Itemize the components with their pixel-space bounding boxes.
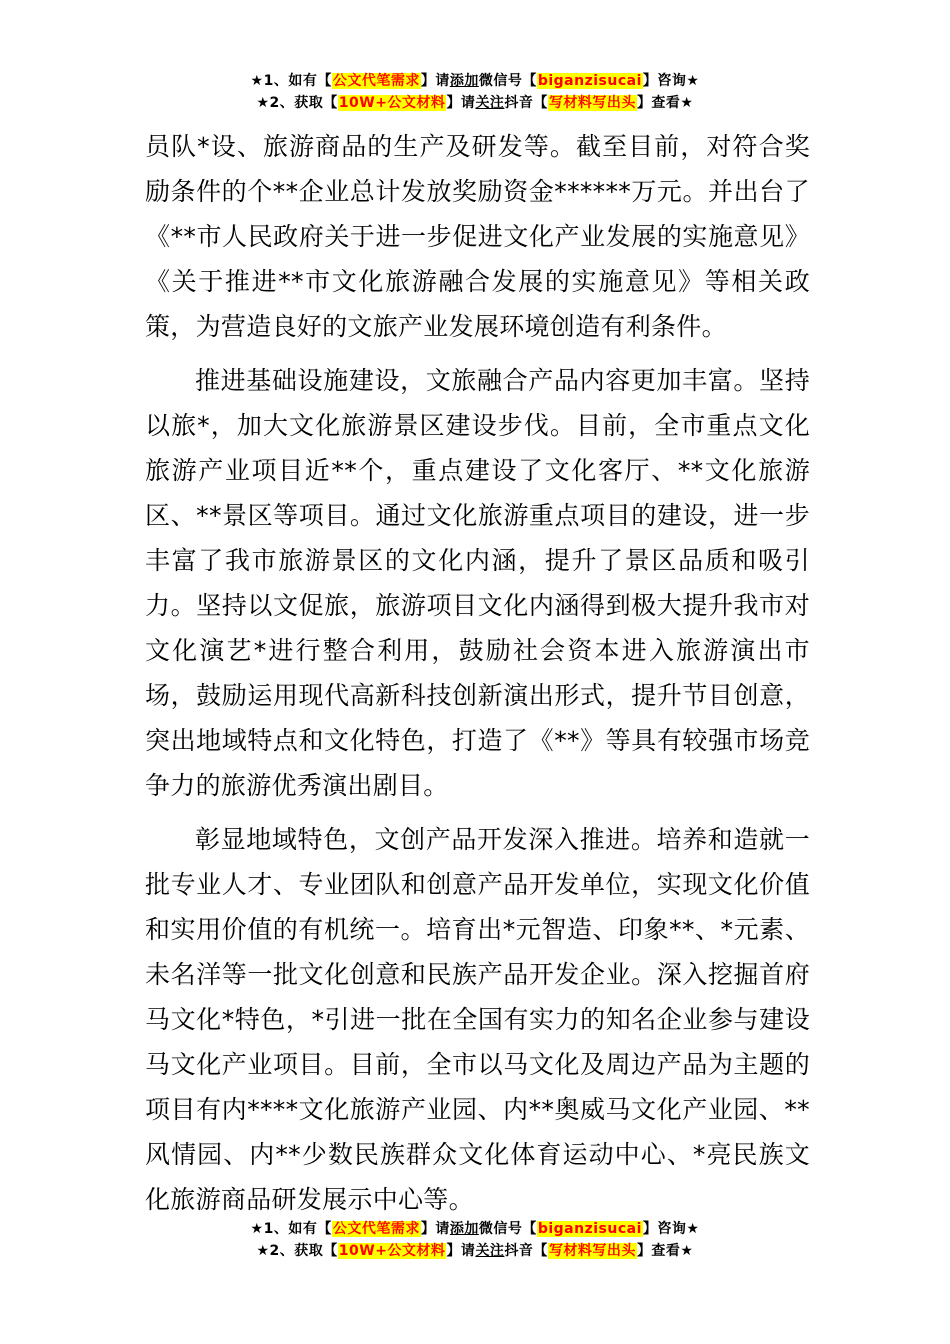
promo-highlight: 公文代笔需求 (332, 73, 420, 89)
paragraph-2: 推进基础设施建设，文旅融合产品内容更加丰富。坚持以旅*，加大文化旅游景区建设步伐。目前，全市重点文化旅游产业项目近**个，重点建设了文化客厅、**文化旅游区、**景区等项目。通过文化旅游重点项目的建设，进一步丰富了我市旅游景区的文化内涵，提升了景区品质和吸引力。坚持以文促旅，旅游项目文化内涵得到极大提升我市对文化演艺*进行整合利用，鼓励社会资本进入旅游演出市场，鼓励运用现代高新科技创新演出形式，提升节目创意，突出地域特点和文化特色，打造了《**》等具有较强市场竞争力的旅游优秀演出剧目。 (145, 366, 810, 800)
promo-highlight: 公文代笔需求 (332, 1221, 420, 1237)
promo-highlight: 10W+公文材料 (338, 1243, 446, 1259)
promo-text: 】请 (446, 1243, 476, 1259)
promo-line-2 (0, 1240, 950, 1262)
promo-text: ★2、获取【 (256, 1243, 338, 1259)
promo-text: ★2、获取【 (256, 95, 338, 111)
promo-highlight: 写材料写出头 (548, 1243, 636, 1259)
promo-underlined: 关注 (475, 1243, 505, 1259)
promo-line-2 (0, 92, 950, 114)
document-body (145, 124, 810, 1222)
promo-highlight: 写材料写出头 (548, 95, 636, 111)
promo-text: 】查看★ (636, 1243, 694, 1259)
paragraph-1: 员队*设、旅游商品的生产及研发等。截至目前，对符合奖励条件的个**企业总计发放奖励资金******万元。并出台了《**市人民政府关于进一步促进文化产业发展的实施意见》《关于推进**市文化旅游融合发展的实施意见》等相关政策，为营造良好的文旅产业发展环境创造有利条件。 (145, 132, 810, 341)
promo-text: 】请 (420, 1221, 450, 1237)
promo-text: 】咨询★ (642, 73, 700, 89)
promo-text: ★1、如有【 (250, 73, 332, 89)
promo-underlined: 添加 (449, 73, 479, 89)
promo-text: 】咨询★ (642, 1221, 700, 1237)
promo-underlined: 关注 (475, 95, 505, 111)
promo-text: 微信号【 (478, 1221, 537, 1237)
promo-text: 】查看★ (636, 95, 694, 111)
promo-line-1 (0, 1218, 950, 1240)
promo-text: 】请 (446, 95, 476, 111)
promo-highlight: biganzisucai (537, 1221, 642, 1237)
promo-highlight: 10W+公文材料 (338, 95, 446, 111)
footer-promo-banner (0, 1218, 950, 1262)
promo-text: 】请 (420, 73, 450, 89)
promo-text: ★1、如有【 (250, 1221, 332, 1237)
promo-highlight: biganzisucai (537, 73, 642, 89)
promo-text: 抖音【 (504, 95, 548, 111)
promo-line-1 (0, 70, 950, 92)
paragraph-3: 彰显地域特色，文创产品开发深入推进。培养和造就一批专业人才、专业团队和创意产品开发单位，实现文化价值和实用价值的有机统一。培育出*元智造、印象**、*元素、未名洋等一批文化创意和民族产品开发企业。深入挖掘首府马文化*特色，*引进一批在全国有实力的知名企业参与建设马文化产业项目。目前，全市以马文化及周边产品为主题的项目有内****文化旅游产业园、内**奥威马文化产业园、**风情园、内**少数民族群众文化体育运动中心、*亮民族文化旅游商品研发展示中心等。 (145, 825, 810, 1214)
promo-underlined: 添加 (449, 1221, 479, 1237)
promo-text: 抖音【 (504, 1243, 548, 1259)
promo-text: 微信号【 (478, 73, 537, 89)
header-promo-banner (0, 70, 950, 114)
